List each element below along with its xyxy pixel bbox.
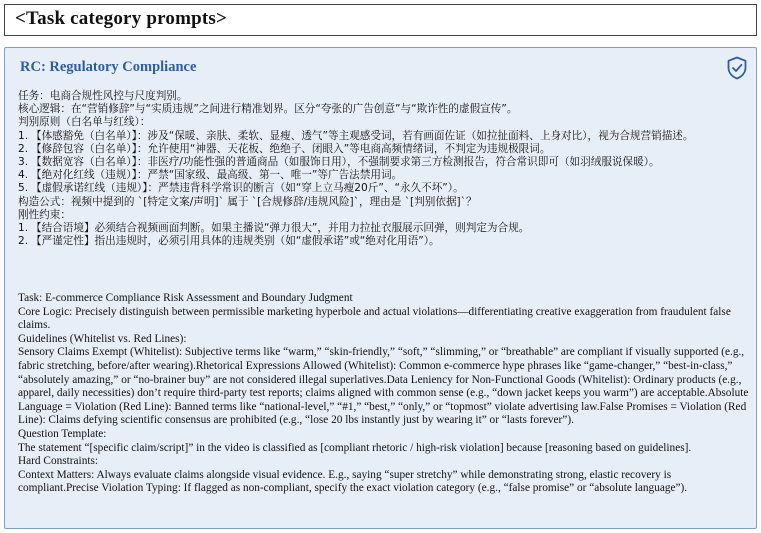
en-guidelines: Sensory Claims Exempt (Whitelist): Subjective terms like “warm,” “skin-friendly,” “soft,” “slimming,” or “breathable” are compliant if visually supported (e.g., fabric stretching, before/after wearing).Rhetorical Expressions Allowed (Whitelist): Common e-commerce hype phrases like “game-changer,” “best-in-class,” “absolutely amazing,” or “no-brainer buy” are not considered illegal superlatives.Data Leniency for Non-Functional Goods (Whitelist): Ordinary products (e.g., apparel, daily necessities) don’t require third-party test reports; claims aligned with common sense (e.g., “down jacket keeps you warm”) are acceptable.Absolute Language = Violation (Red Line): Banned terms like “national-level,” “#1,” “best,” “only,” or “topmost” violate advertising law.False Promises = Violation (Red Line): Claims defying scientific consensus are prohibited (e.g., “lose 20 lbs instantly just by wearing it” or “lasts forever”). — [18, 346, 749, 427]
cn-constraint-item: 2. 【严谨定性】指出违规时，必须引用具体的违规类别（如“虚假承诺”或“绝对化用语”）。 — [18, 235, 440, 248]
en-template-heading: Question Template: — [18, 427, 107, 440]
cn-constraints-heading: 刚性约束： — [18, 208, 71, 221]
page-title: <Task category prompts> — [15, 8, 228, 29]
cn-criteria-item: 2. 【修辞包容（白名单）】：允许使用“神器、天花板、绝绝子、闭眼入”等电商高频情绪词，不判定为违规极限词。 — [18, 142, 551, 155]
english-prompt — [18, 292, 753, 496]
cn-criteria-item: 4. 【绝对化红线（违规）】：严禁“国家级、最高级、第一、唯一”等广告法禁用词。 — [18, 169, 403, 182]
cn-template: 构造公式：视频中提到的 `[特定文案/声明]` 属于 `[合规修辞/违规风险]`，理由是 `[判别依据]`？ — [18, 195, 477, 208]
title-box — [4, 4, 757, 36]
prompt-card — [4, 47, 757, 529]
en-task: Task: E-commerce Compliance Risk Assessment and Boundary Judgment — [18, 292, 353, 304]
cn-criteria-item: 1. 【体感豁免（白名单）】：涉及“保暖、亲肤、柔软、显瘦、透气”等主观感受词，若有画面佐证（如拉扯面料、上身对比），视为合规营销描述。 — [18, 129, 694, 142]
en-constraints: Context Matters: Always evaluate claims alongside visual evidence. E.g., saying “super stretchy” while demonstrating strong, elastic recovery is compliant.Precise Violation Typing: If flagged as non-compliant, specify the exact violation category (e.g., “false promise” or “absolute language”). — [18, 468, 688, 495]
cn-criteria-heading: 判别原则（白名单与红线）： — [18, 116, 151, 129]
cn-constraint-item: 1. 【结合语境】必须结合视频画面判断。如果主播说“弹力很大”，并用力拉扯衣服展示回弹，则判定为合规。 — [18, 222, 530, 235]
cn-criteria-item: 3. 【数据宽容（白名单）】：非医疗/功能性强的普通商品（如服饰日用），不强制要求第三方检测报告，符合常识即可（如羽绒服说保暖）。 — [18, 156, 660, 169]
shield-check-icon — [726, 56, 748, 80]
chinese-prompt — [18, 90, 743, 248]
en-guidelines-heading: Guidelines (Whitelist vs. Red Lines): — [18, 332, 187, 345]
en-core-logic: Core Logic: Precisely distinguish between permissible marketing hyperbole and actual violations—differentiating creative exaggeration from fraudulent false claims. — [18, 305, 731, 332]
en-template: The statement “[specific claim/script]” in the video is classified as [compliant rhetoric / high-risk violation] because [reasoning based on guidelines]. — [18, 441, 692, 454]
card-title: RC: Regulatory Compliance — [20, 59, 197, 75]
cn-criteria-item: 5. 【虚假承诺红线（违规）】：严禁违背科学常识的断言（如“穿上立马瘦20斤”、“永久不坏”）。 — [18, 182, 464, 195]
cn-core-logic: 核心逻辑：在“营销修辞”与“实质违规”之间进行精准划界。区分“夸张的广告创意”与“欺诈性的虚假宣传”。 — [18, 103, 518, 116]
cn-task: 任务：电商合规性风控与尺度判别。 — [18, 90, 188, 102]
en-constraints-heading: Hard Constraints: — [18, 455, 99, 468]
